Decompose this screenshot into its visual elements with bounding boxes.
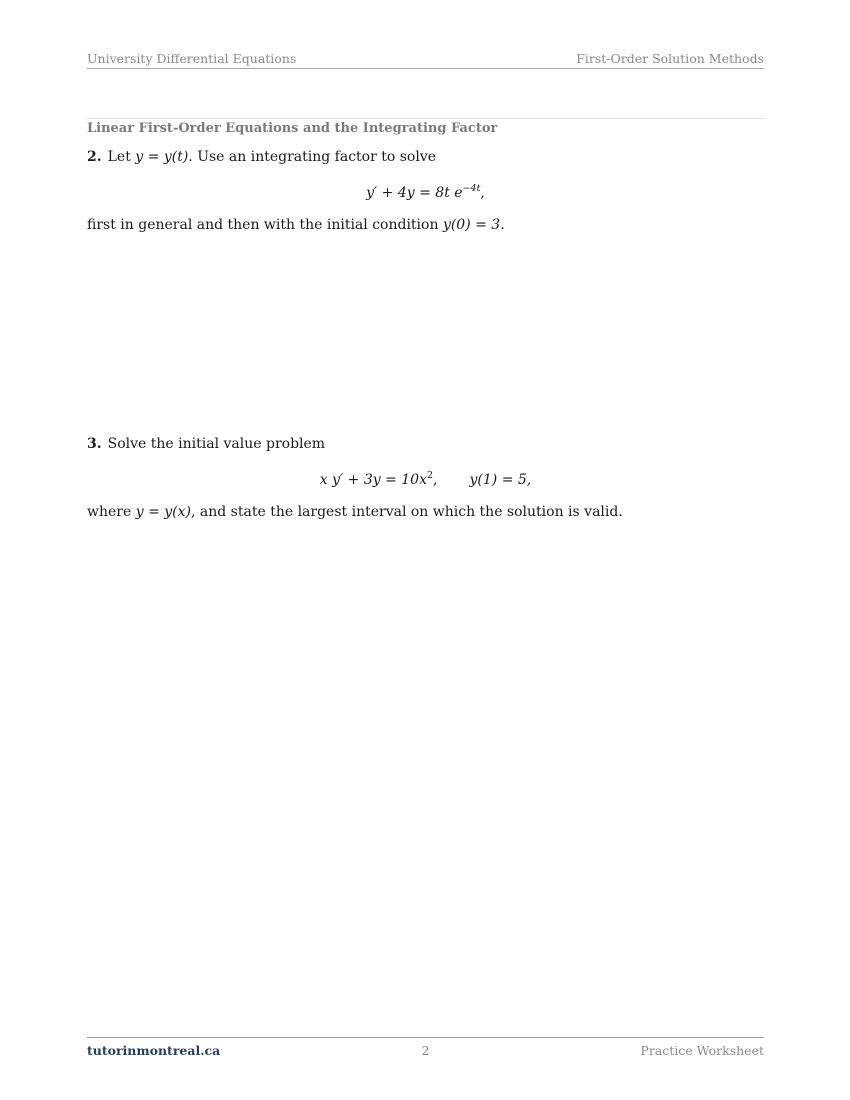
header-topic-title: First-Order Solution Methods bbox=[576, 51, 764, 66]
problem-2-intro-text: Let bbox=[107, 149, 136, 165]
section-divider bbox=[87, 118, 764, 119]
problem-2-intro bbox=[87, 149, 436, 165]
problem-3-intro-text: Solve the initial value problem bbox=[107, 436, 326, 452]
problem-2-condition-math: y(0) = 3 bbox=[442, 217, 501, 233]
problem-2-equation-main: y′ + 4y = 8t e bbox=[366, 185, 463, 201]
problem-2-condition-text: first in general and then with the initial condition bbox=[87, 217, 443, 233]
running-header bbox=[87, 51, 764, 66]
header-course-title: University Differential Equations bbox=[87, 51, 297, 66]
problem-2-equation-exponent: −4t bbox=[462, 183, 481, 194]
footer-document-type: Practice Worksheet bbox=[640, 1043, 764, 1058]
problem-2-equation-end: , bbox=[480, 185, 485, 201]
footer-site-link[interactable]: tutorinmontreal.ca bbox=[87, 1043, 221, 1058]
problem-3-condition bbox=[87, 504, 623, 520]
problem-2-intro-rest: . Use an integrating factor to solve bbox=[188, 149, 437, 165]
footer-page-number: 2 bbox=[421, 1043, 430, 1058]
problem-2-intro-math: y = y(t) bbox=[135, 149, 189, 165]
problem-2-equation bbox=[87, 183, 764, 201]
problem-2-condition bbox=[87, 217, 505, 233]
running-footer bbox=[87, 1043, 764, 1061]
problem-3-equation bbox=[87, 470, 764, 488]
problem-2-number: 2. bbox=[87, 149, 102, 165]
problem-3-equation-comma: , bbox=[433, 472, 438, 488]
problem-3-equation-exponent: 2 bbox=[427, 470, 434, 481]
problem-3-number: 3. bbox=[87, 436, 102, 452]
problem-3-intro bbox=[87, 436, 325, 452]
footer-divider bbox=[87, 1037, 764, 1038]
header-divider bbox=[87, 68, 764, 69]
problem-3-initial-condition: y(1) = 5, bbox=[469, 472, 532, 488]
section-title: Linear First-Order Equations and the Integrating Factor bbox=[87, 121, 498, 136]
problem-3-condition-text: where bbox=[87, 504, 136, 520]
problem-2-condition-end: . bbox=[500, 217, 505, 233]
problem-3-condition-end: , and state the largest interval on which the solution is valid. bbox=[191, 504, 623, 520]
problem-3-condition-math: y = y(x) bbox=[135, 504, 191, 520]
problem-3-equation-main: x y′ + 3y = 10x bbox=[319, 472, 427, 488]
